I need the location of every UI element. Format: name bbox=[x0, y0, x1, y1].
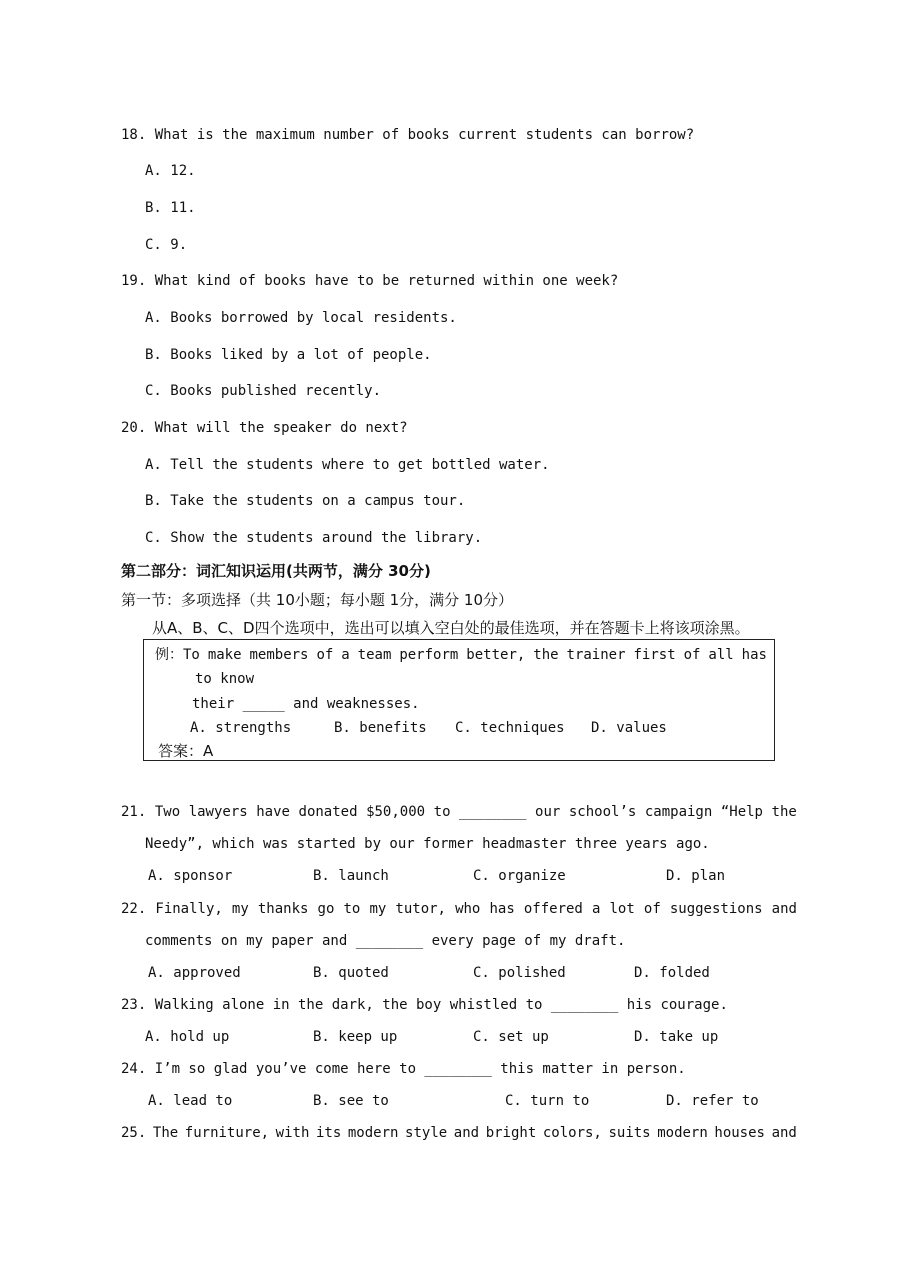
example-line-2: to know bbox=[195, 671, 255, 687]
word: offered bbox=[523, 901, 583, 917]
word: better, bbox=[466, 647, 526, 663]
q22-line-2: comments on my paper and ________ every page of my draft. bbox=[145, 933, 626, 949]
section-title: 第一节：多项选择（共 10小题；每小题 1分，满分 10分） bbox=[121, 591, 514, 609]
word: first bbox=[633, 647, 676, 663]
word: of bbox=[316, 647, 334, 663]
word: to bbox=[433, 804, 451, 820]
word: and bbox=[771, 901, 797, 917]
word: go bbox=[317, 901, 335, 917]
section-instruction: 从A、B、C、D四个选项中，选出可以填入空白处的最佳选项，并在答题卡上将该项涂黑。 bbox=[152, 619, 750, 637]
q20-option-c: C. Show the students around the library. bbox=[145, 530, 483, 546]
word: suits bbox=[608, 1125, 651, 1141]
word: school’s bbox=[568, 804, 637, 820]
word: 21. bbox=[121, 804, 147, 820]
q22-option-d: D. folded bbox=[634, 965, 710, 981]
word: and bbox=[453, 1125, 480, 1141]
word: modern bbox=[657, 1125, 708, 1141]
word: lot bbox=[609, 901, 635, 917]
q18-option-a: A. 12. bbox=[145, 163, 196, 179]
q21-option-c: C. organize bbox=[473, 868, 566, 884]
question-18: 18. What is the maximum number of books current students can borrow? bbox=[121, 127, 695, 143]
q23-option-c: C. set up bbox=[473, 1029, 549, 1045]
q18-option-c: C. 9. bbox=[145, 237, 188, 253]
q23-option-a: A. hold up bbox=[145, 1029, 230, 1045]
word: colors, bbox=[542, 1125, 602, 1141]
word: its bbox=[315, 1125, 342, 1141]
word: modern bbox=[347, 1125, 399, 1141]
q24-option-c: C. turn to bbox=[505, 1093, 590, 1109]
example-line-1 bbox=[155, 646, 767, 664]
example-answer: 答案：A bbox=[158, 742, 214, 760]
q21-option-a: A. sponsor bbox=[148, 868, 233, 884]
word: my bbox=[231, 901, 249, 917]
word: furniture, bbox=[184, 1125, 270, 1141]
word: perform bbox=[399, 647, 459, 663]
word: with bbox=[275, 1125, 310, 1141]
word: tutor, bbox=[395, 901, 446, 917]
q23-line-1: 23. Walking alone in the dark, the boy whistled to ________ his courage. bbox=[121, 997, 728, 1013]
q19-option-b: B. Books liked by a lot of people. bbox=[145, 347, 432, 363]
word: have bbox=[256, 804, 290, 820]
word: of bbox=[683, 647, 701, 663]
word: members bbox=[249, 647, 309, 663]
word: 22. bbox=[121, 901, 147, 917]
word: The bbox=[152, 1125, 179, 1141]
example-option-a: A. strengths bbox=[190, 720, 292, 736]
word: who bbox=[455, 901, 481, 917]
word: thanks bbox=[257, 901, 309, 917]
q19-option-c: C. Books published recently. bbox=[145, 383, 382, 399]
q24-option-d: D. refer to bbox=[666, 1093, 759, 1109]
word: my bbox=[369, 901, 387, 917]
word: lawyers bbox=[188, 804, 248, 820]
word: of bbox=[643, 901, 661, 917]
question-20: 20. What will the speaker do next? bbox=[121, 420, 408, 436]
q20-option-b: B. Take the students on a campus tour. bbox=[145, 493, 466, 509]
word: 例：To bbox=[155, 647, 200, 663]
q22-option-a: A. approved bbox=[148, 965, 241, 981]
q21-line-2: Needy”, which was started by our former headmaster three years ago. bbox=[145, 836, 710, 852]
question-19: 19. What kind of books have to be returned within one week? bbox=[121, 273, 619, 289]
word: all bbox=[708, 647, 734, 663]
word: ________ bbox=[459, 804, 527, 820]
word: trainer bbox=[566, 647, 626, 663]
q23-option-d: D. take up bbox=[634, 1029, 719, 1045]
word: has bbox=[489, 901, 515, 917]
word: campaign bbox=[644, 804, 713, 820]
word: to bbox=[343, 901, 361, 917]
q19-option-a: A. Books borrowed by local residents. bbox=[145, 310, 457, 326]
word: a bbox=[341, 647, 350, 663]
q24-option-a: A. lead to bbox=[148, 1093, 233, 1109]
word: and bbox=[771, 1125, 797, 1141]
word: Two bbox=[154, 804, 181, 820]
q25-line-1 bbox=[121, 1124, 797, 1142]
q20-option-a: A. Tell the students where to get bottled water. bbox=[145, 457, 550, 473]
q23-option-b: B. keep up bbox=[313, 1029, 398, 1045]
q18-option-b: B. 11. bbox=[145, 200, 196, 216]
q21-option-d: D. plan bbox=[666, 868, 726, 884]
word: $50,000 bbox=[366, 804, 426, 820]
word: has bbox=[741, 647, 767, 663]
word: houses bbox=[714, 1125, 765, 1141]
word: the bbox=[771, 804, 797, 820]
word: our bbox=[535, 804, 561, 820]
word: Finally, bbox=[155, 901, 223, 917]
word: style bbox=[405, 1125, 448, 1141]
word: bright bbox=[485, 1125, 537, 1141]
word: a bbox=[591, 901, 601, 917]
example-line-3: their _____ and weaknesses. bbox=[192, 696, 420, 712]
q24-line-1: 24. I’m so glad you’ve come here to ________ this matter in person. bbox=[121, 1061, 686, 1077]
word: make bbox=[207, 647, 242, 663]
word: donated bbox=[298, 804, 358, 820]
part2-heading: 第二部分：词汇知识运用(共两节，满分 30分) bbox=[121, 562, 431, 580]
word: 25. bbox=[121, 1125, 147, 1141]
word: suggestions bbox=[669, 901, 763, 917]
q21-option-b: B. launch bbox=[313, 868, 389, 884]
word: “Help bbox=[720, 804, 763, 820]
example-option-d: D. values bbox=[591, 720, 667, 736]
example-option-c: C. techniques bbox=[455, 720, 565, 736]
example-option-b: B. benefits bbox=[334, 720, 427, 736]
word: team bbox=[357, 647, 392, 663]
q22-line-1 bbox=[121, 900, 797, 918]
q24-option-b: B. see to bbox=[313, 1093, 389, 1109]
word: the bbox=[533, 647, 559, 663]
q22-option-b: B. quoted bbox=[313, 965, 389, 981]
q22-option-c: C. polished bbox=[473, 965, 566, 981]
q21-line-1 bbox=[121, 803, 797, 821]
